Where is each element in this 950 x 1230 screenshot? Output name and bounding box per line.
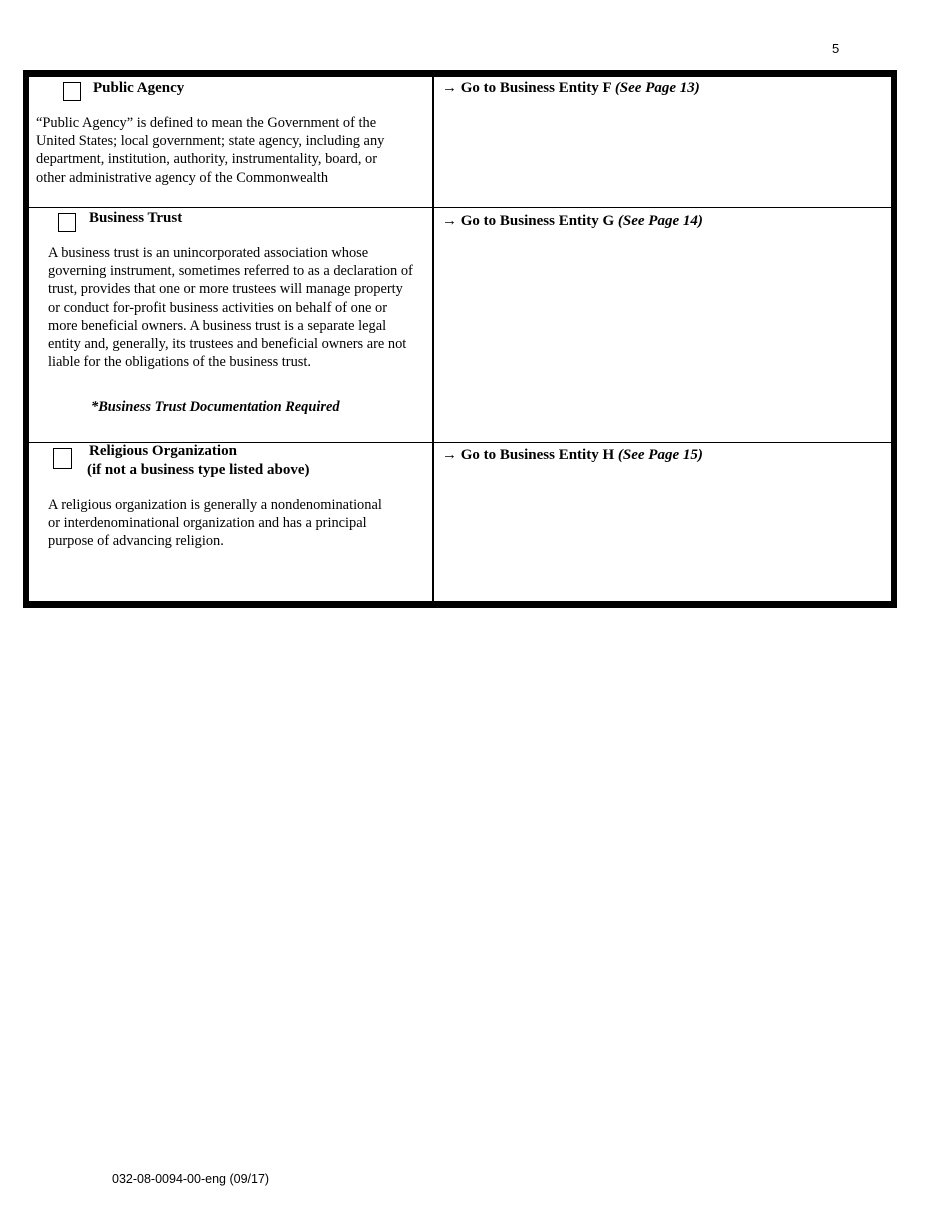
row-divider [29, 207, 891, 208]
religious-organization-checkbox[interactable] [53, 448, 72, 469]
religious-organization-description: A religious organization is generally a nondenominational or interdenominational organization and has a principal purpose of advancing religion. [48, 497, 382, 550]
public-agency-title: Public Agency [93, 80, 185, 96]
goto-text: → Go to Business Entity H [442, 447, 615, 463]
business-entity-table [23, 70, 897, 608]
business-trust-title: Business Trust [89, 210, 183, 226]
religious-organization-goto [442, 447, 703, 464]
page-number: 5 [832, 41, 840, 56]
public-agency-goto [442, 80, 700, 97]
public-agency-checkbox[interactable] [63, 82, 81, 101]
business-trust-goto [442, 213, 703, 230]
religious-organization-subtitle: (if not a business type listed above) [87, 462, 310, 478]
see-page: (See Page 14) [617, 213, 703, 229]
business-trust-documentation-note: *Business Trust Documentation Required [91, 399, 340, 415]
public-agency-description: “Public Agency” is defined to mean the Government of the United States; local government; state agency, including any department, institution, authority, instrumentality, board, or other administrative agency of the Commonwealth [36, 115, 385, 186]
see-page: (See Page 15) [617, 447, 703, 463]
business-trust-description: A business trust is an unincorporated association whose governing instrument, sometimes referred to as a declaration of trust, provides that one or more trustees will manage property or conduct for-profit business activities on behalf of one or more beneficial owners. A business trust is a separate legal entity and, generally, its trustees and beneficial owners are not liable for the obligations of the business trust. [48, 245, 413, 371]
column-divider [432, 77, 434, 601]
see-page: (See Page 13) [614, 80, 700, 96]
goto-text: → Go to Business Entity F [442, 80, 612, 96]
goto-text: → Go to Business Entity G [442, 213, 615, 229]
religious-organization-title: Religious Organization [89, 443, 237, 459]
business-trust-checkbox[interactable] [58, 213, 76, 232]
form-code: 032-08-0094-00-eng (09/17) [112, 1172, 270, 1186]
